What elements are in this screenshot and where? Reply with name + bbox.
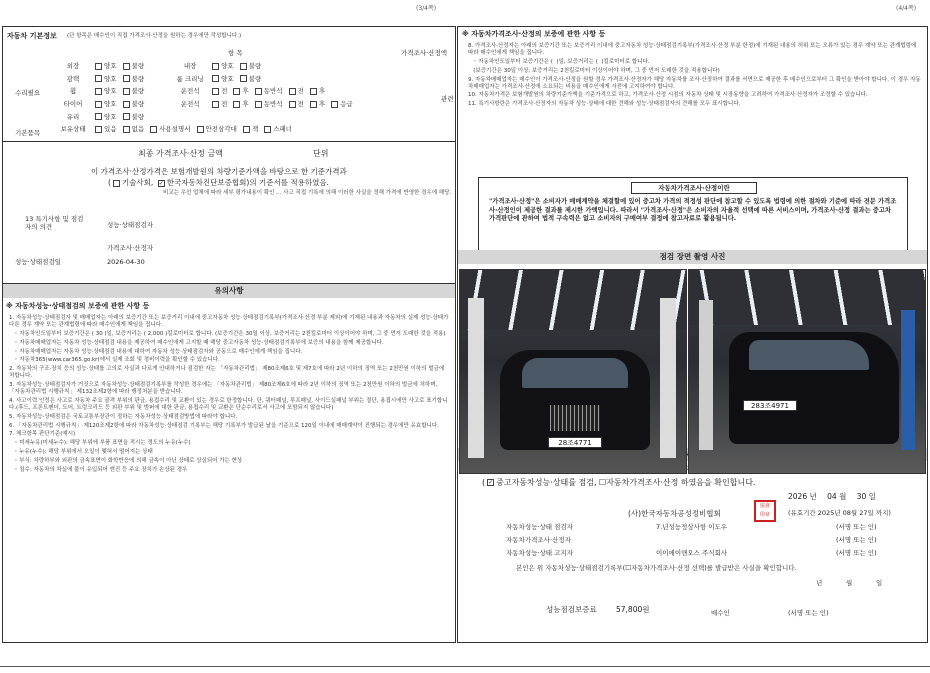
definition-box: [478, 177, 908, 257]
condition-label: 운전석: [180, 87, 200, 96]
notice-item: 2. 자동차의 구조·장치 등의 성능·상태를 고의로 사실과 다르게 안내하거나 점검한 자는 「자동차관리법」 제80조제6호 및 제7호에 따라 2년 이하의 징역 또는 2천만원 이하의 벌금에 처합니다.: [9, 366, 446, 380]
condition-checkbox[interactable]: [233, 88, 240, 95]
car-base-section: [3, 27, 455, 142]
condition-option: 전: [221, 87, 228, 96]
condition-option: 불량: [248, 62, 262, 71]
price-notice-list: [468, 43, 923, 110]
car-grille: [550, 405, 600, 431]
day-unit: 일: [868, 492, 876, 501]
condition-option: 동반석: [263, 87, 283, 96]
condition-checkbox[interactable]: [243, 126, 250, 133]
condition-option: 있음: [104, 125, 117, 134]
col-price-header: 가격조사·산정액: [401, 49, 448, 57]
final-price-unit: 단위: [313, 149, 329, 158]
condition-option: 잭: [251, 125, 259, 134]
condition-checkbox[interactable]: [95, 101, 102, 108]
condition-checkbox[interactable]: [264, 126, 271, 133]
lift-post-blue: [901, 310, 915, 450]
notice-item: 7. 체크항목 판단기준(예시): [9, 431, 76, 438]
law-text-2: ( ✓ 중고자동차성능·상태를 점검, ☐자동차가격조사·산정 하였음을 확인합니다.: [482, 478, 756, 487]
notice-item: 6. 「자동차관리법 시행규칙」 제120조제2항에 따라 자동차성능·상태점검 기록부는 해당 기록부가 발급된 날을 기준으로 120일 이내에 매매계약이 진행되는 경우에만 유효합니다.: [9, 422, 439, 429]
sign-role: 자동차성능·상태 점검자: [506, 523, 573, 531]
notice-item: 4. 사고이력 인정은 사고로 자동차 주요 골격 부위의 판금, 용접수리 및 교환이 있는 경우로 한정합니다. 단, 쿼터패널, 루프패널, 사이드실패널 부위는 절단, 용접시에만 사고로 표기합니다.(후드, 프론트펜더, 도어, 트렁크리드 등 외판 부위 및 범퍼에 대한 판금, 용접수리 및 교환은 단순수리로서 사고에 포함되지 않습니다): [9, 397, 448, 411]
condition-option: 후: [318, 87, 326, 96]
notice-item: ◦ 침수: 자동차의 차실에 물이 유입되어 엔진 등 주요 장치가 손상된 경우: [9, 466, 188, 473]
condition-checkbox[interactable]: [95, 75, 102, 82]
receipt-year: 년: [816, 579, 823, 587]
sign-mark[interactable]: (서명 또는 인): [836, 549, 877, 557]
condition-option: 양호: [104, 112, 117, 121]
photos-title: 점검 장면 촬영 사진: [458, 250, 927, 264]
opt1-checkbox[interactable]: [113, 180, 120, 187]
condition-option: 후: [242, 87, 249, 96]
opt2-checkbox[interactable]: ✓: [158, 179, 164, 187]
condition-option: 없음: [131, 125, 145, 134]
condition-checkbox[interactable]: [123, 88, 130, 95]
condition-checkbox[interactable]: [150, 126, 157, 133]
condition-option: 전: [297, 100, 304, 109]
condition-option: 동반석: [263, 100, 283, 109]
condition-checkbox[interactable]: [255, 88, 262, 95]
condition-checkbox[interactable]: [95, 63, 102, 70]
condition-label: 외장: [66, 62, 80, 71]
sign-name: 7.년성능정상사항 이도우: [656, 523, 728, 531]
condition-option: 전: [297, 87, 304, 96]
condition-checkbox[interactable]: [123, 75, 130, 82]
final-price-section: [3, 143, 455, 273]
law-text-2-label: 중고자동차성능·상태를 점검, ☐자동차가격조사·산정 하였음을 확인합니다.: [496, 478, 756, 487]
lift-post-right: [660, 298, 676, 458]
condition-checkbox[interactable]: [331, 101, 338, 108]
notice-item: (보증기간은 30일 이상, 보증거리는 2천킬로미터 이상이어야 하며, 그 중 먼저 도래한 것을 적용합니다): [468, 67, 720, 74]
org-note: (유효기간 2025년 08월 27일 까지): [788, 509, 891, 517]
condition-checkbox[interactable]: [240, 63, 247, 70]
condition-option: 양호: [221, 74, 234, 83]
condition-row: [53, 98, 398, 111]
org-name: (사)한국자동차공성정비협회: [628, 509, 721, 518]
condition-checkbox[interactable]: [95, 113, 102, 120]
group-label-repair: 수리필요: [15, 89, 41, 97]
condition-checkbox[interactable]: [123, 126, 130, 133]
date-label: 성능·상태점검일: [15, 258, 62, 266]
receipt-month: 월: [846, 579, 853, 587]
sign-mark[interactable]: (서명 또는 인): [836, 536, 877, 544]
condition-checkbox[interactable]: [95, 126, 102, 133]
condition-checkbox[interactable]: [233, 101, 240, 108]
condition-option: 불량: [131, 112, 145, 121]
condition-checkbox[interactable]: [310, 88, 317, 95]
condition-option: 불량: [131, 100, 145, 109]
ceiling-light: [460, 270, 686, 330]
condition-label: 휠: [69, 87, 77, 96]
notice-section: [3, 283, 455, 643]
condition-checkbox[interactable]: [197, 126, 204, 133]
condition-option: 후: [242, 100, 249, 109]
notice-title: 유의사항: [3, 284, 455, 298]
condition-option: 안전삼각대: [205, 125, 237, 134]
condition-label: 내장: [183, 62, 197, 71]
notice-item: 11. 특기사항란은 가격조사·산정자의 자동차 성능·상태에 대한 견해와 성능·상태점검자의 견해를 모두 표시합니다.: [468, 101, 741, 108]
basis-end: 의 기준서를 적용하였음.: [249, 178, 329, 187]
item13-label: 13 특기사항 및 점검자의 의견: [25, 215, 84, 232]
opt2-label: 한국자동차진단보증협회: [166, 178, 247, 187]
condition-checkbox[interactable]: [289, 101, 296, 108]
condition-row: [53, 73, 398, 86]
inspection-photo-left: [459, 269, 687, 474]
lift-post: [699, 300, 713, 450]
condition-option: 불량: [131, 62, 145, 71]
inspection-photo-right: [688, 269, 926, 474]
condition-checkbox[interactable]: [95, 88, 102, 95]
left-page: [2, 26, 456, 643]
condition-label: 타이어: [63, 100, 83, 109]
sign-name: 이이에이앤오스 주식회사: [656, 549, 728, 557]
condition-option: 불량: [131, 87, 145, 96]
condition-row: [53, 60, 398, 73]
fee-label: 성능점검보증료: [546, 605, 597, 614]
sign-row: [506, 536, 916, 549]
license-plate: 28조4771: [548, 437, 602, 448]
year-unit: 년: [809, 492, 817, 501]
receipt-day: 일: [876, 579, 883, 587]
notice-item: ◦ 자동차인도일부터 보증기간은 ( )일, 보증거리는 ( )킬로미터로 합니다.: [468, 58, 650, 65]
sign-name: [656, 536, 836, 549]
condition-label: 유리: [66, 112, 80, 121]
condition-checkbox[interactable]: [123, 63, 130, 70]
sign-year: 2026: [788, 492, 808, 501]
condition-option: 양호: [104, 100, 117, 109]
condition-row: [53, 85, 398, 98]
condition-option: 사용설명서: [159, 125, 191, 134]
condition-option: 후: [318, 100, 326, 109]
receipt-text: 본인은 위 자동차성능·상태점검기록부(☐자동차가격조사·산정 선택)를 발급받은 사실을 확인합니다.: [516, 564, 797, 572]
condition-option: 양호: [221, 62, 234, 71]
condition-label: 룸 크리닝: [176, 74, 204, 83]
condition-row: [53, 123, 398, 136]
date-value: 2026-04-30: [107, 258, 145, 266]
sign-month: 04: [827, 492, 837, 501]
condition-checkbox[interactable]: [240, 75, 247, 82]
buyer-label: 매수인: [711, 609, 730, 617]
condition-option: 응급: [340, 100, 353, 109]
seal-stamp: 協會 印章: [754, 500, 776, 522]
notice-item: 3. 자동차성능·상태점검자가 거짓으로 자동차성능·상태점검기록부를 작성한 경우에는 「자동차관리법」 제80조제6호에 따라 2년 이하의 징역 또는 2천만원 이하의 벌금에 처하며, 「자동차관리법 시행규칙」 제132조제2항에 따라 행정처분을 받습니다.: [9, 382, 440, 396]
condition-option: 양호: [104, 62, 117, 71]
page-number-left: (3/4쪽): [416, 5, 437, 12]
condition-option: 양호: [104, 74, 117, 83]
condition-checkbox[interactable]: [310, 101, 317, 108]
condition-checkbox[interactable]: [255, 101, 262, 108]
section-subtitle: (단 항목은 매수인이 직접 가격조사·산정을 원하는 경우에만 작성합니다.): [67, 33, 242, 39]
notice-subtitle: ※ 자동차성능·상태점검의 보증에 관한 사항 등: [6, 302, 150, 310]
car-windshield: [522, 358, 628, 388]
buyer-sign: (서명 또는 인): [788, 609, 829, 617]
condition-rows: [53, 60, 398, 136]
basis-options: ( 기술사회, ✓ 한국자동차진단보증협회)의 기준서를 적용하였음.: [108, 178, 329, 187]
final-price-basis: 이 가격조사·산정가격은 보험개발원의 차량기준가액을 바탕으로 한 기준가격과: [91, 167, 347, 176]
condition-checkbox[interactable]: [212, 75, 219, 82]
notice-item: ◦ 자동차인도일부터 보증기간은 ( 30 )일, 보증거리는 ( 2,000 )킬로미터로 합니다. (보증기간은 30일 이상, 보증거리는 2천킬로미터 이상이어야 하며, 그 중 먼저 도래한 것을 적용): [9, 330, 446, 337]
condition-checkbox[interactable]: [123, 113, 130, 120]
condition-checkbox[interactable]: [289, 88, 296, 95]
page-number-right: (4/4쪽): [896, 5, 917, 12]
attach-label: 가격조사·산정자: [107, 244, 154, 252]
group-label-basic: 기본품목: [15, 129, 41, 137]
condition-label: 보유상태: [60, 125, 86, 134]
price-notice-title: ※ 자동차가격조사·산정의 보증에 관한 사항 등: [462, 30, 606, 38]
month-unit: 월: [839, 492, 847, 501]
notice-item: 5. 자동차성능·상태점검은 국토교통부장관이 정하는 자동차성능·상태점검방법에 따라야 합니다.: [9, 413, 238, 420]
condition-checkbox[interactable]: [212, 88, 219, 95]
sign-mark[interactable]: (서명 또는 인): [836, 523, 877, 531]
condition-option: 불량: [248, 74, 262, 83]
condition-checkbox[interactable]: [212, 101, 219, 108]
sign-role: 자동차성능·상태 고지자: [506, 549, 573, 557]
condition-option: 전: [221, 100, 228, 109]
condition-row: [53, 110, 398, 123]
bottom-rule: [0, 666, 930, 667]
condition-label: 운전석: [180, 100, 200, 109]
col-item-header: 항 목: [228, 49, 243, 57]
notice-item: ◦ 누유(누수): 해당 부위에서 오일이 맺혀서 떨어지는 상태: [9, 449, 153, 456]
condition-label: 광택: [66, 74, 80, 83]
sign-row: [506, 549, 916, 562]
sign-role: 자동차가격조사·산정자: [506, 536, 571, 544]
license-plate: 283조4971: [743, 400, 797, 411]
final-price-label: 최종 가격조사·산정 금액: [138, 149, 223, 158]
sign-label: 성능·상태점검자: [107, 221, 154, 229]
notice-item: ◦ 자동차매매업자는 자동차 성능·상태점검 내용을 제공하여 매수인에게 고지할 때 해당 중고자동차 성능·상태점검기록부에 보증의 내용을 함께 제공합니다.: [9, 339, 384, 346]
notice-list: [9, 315, 449, 476]
fee-value: 57,800원: [616, 605, 650, 614]
notice-item: 8. 가격조사·산정자는 아래의 보증기간 또는 보증거리 이내에 중고자동차 성능·상태점검기록부(가격조사·산정 부분 한정)에 기재된 내용의 허위 또는 오류가 있는 경우 계약 또는 관계법령에 따라 매수인에게 책임을 집니다.: [468, 43, 918, 57]
ceiling-light: [689, 270, 925, 325]
notice-item: ◦ 자동차매매업자는 자동차 성능·상태점검 내용에 대하여 자동차 성능·상태점검자와 공동으로 매수인에게 책임을 집니다.: [9, 348, 303, 355]
condition-checkbox[interactable]: [212, 63, 219, 70]
remark-label: 관련: [441, 95, 454, 103]
notice-item: 1. 자동차성능·상태점검자 및 매매업자는 아래의 보증기간 또는 보증거리 이내에 중고자동차 성능·상태점검기록부(가격조사·산정 부분 제외)에 기재된 내용과 자동차의 실제 성능·상태가 다른 경우 계약 또는 관계법령에 따라 매수인에게 책임을 집니다.: [9, 315, 451, 329]
sign-date: [788, 492, 876, 501]
law-checkbox[interactable]: ✓: [488, 479, 494, 486]
car-window: [749, 340, 869, 370]
condition-option: 불량: [131, 74, 145, 83]
opt1-label: 기술사회: [121, 178, 151, 187]
notice-item: 9. 자동차매매업자는 매수인이 가격조사·산정을 원할 경우 가격조사·산정자가 해당 자동차를 조사·산정하여 결과를 서면으로 제공한 후 매수인으로부터 그 확인을 받아야 합니다. 이 경우 자동차매매업자는 가격조사·산정에 소요되는 비용을 매수인에게 사전에 고지하여야 합니다.: [468, 76, 921, 90]
definition-text: "가격조사·산정"은 소비자가 매매계약을 체결할에 있어 중고차 가격의 적정성 판단에 참고할 수 있도록 법령에 의한 절차와 기준에 따라 전문 가격조사·산정인이 제공한 결과를 제시한 가액입니다. 따라서 "가격조사·산정"은 소비자의 자율적 선택에 따른 서비스이며, 가격조사·산정 결과는 중고차 가격판단에 관하여 법적 구속력은 없고 소비자의 구매여부 결정에 참고자료로 활용됩니다.: [489, 198, 897, 222]
lift-post-left: [468, 298, 484, 458]
notice-item: 10. 자동차가격은 보험개발원의 차량기준가액을 기준가격으로 하고, 가격조사·산정 시점의 자동차 상태 및 시장동향을 고려하여 가격조사·산정자가 조정할 수 있습니다.: [468, 92, 868, 99]
sign-row: [506, 523, 916, 536]
notice-item: ◦ 부식: 차량하부와 외판의 금속표면이 화학반응에 의해 금속이 아닌 상태로 상실되어 가는 현상: [9, 457, 243, 464]
condition-option: 양호: [104, 87, 117, 96]
condition-checkbox[interactable]: [123, 101, 130, 108]
definition-title: 자동차가격조사·산정이란: [631, 182, 757, 194]
sign-rows: [506, 523, 916, 562]
sign-day: 30: [856, 492, 867, 501]
notice-item: ◦ 자동차365(www.car365.go.kr)에서 실제 조회 및 정비이력을 확인할 수 있습니다.: [9, 357, 220, 364]
section-title: 자동차 기본정보: [7, 32, 57, 40]
reference-text: 비교는 우선 업체에 따라 세부 평가내용이 확인 ... 사고 직접 기록에 의해 이러한 사실을 정해 가격에 반영한 경우에 해당.: [163, 190, 452, 196]
condition-option: 스패너: [273, 125, 293, 134]
notice-item: ◦ 미세누유(미세누수): 해당 부위에 부품 표면을 적시는 정도의 누유(누수): [9, 440, 191, 447]
